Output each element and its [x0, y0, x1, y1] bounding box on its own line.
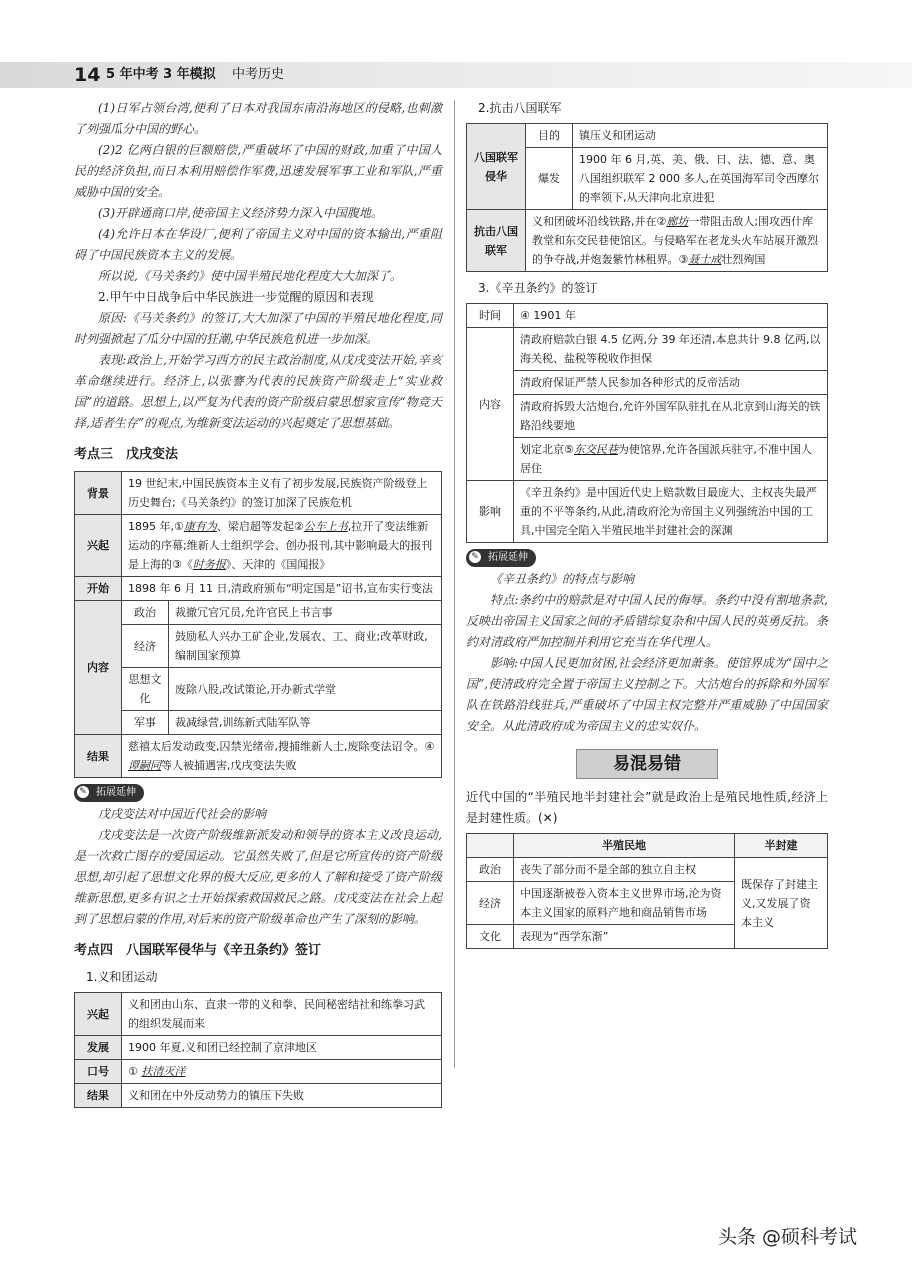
baguo-table [466, 123, 828, 272]
paragraph: 戊戌变法对中国近代社会的影响 [98, 807, 267, 821]
badge-label: 拓展延伸 [96, 787, 136, 798]
table-row [467, 371, 828, 395]
paragraph: 2.甲午中日战争后中华民族进一步觉醒的原因和表现 [98, 290, 374, 304]
cell: 《辛丑条约》是中国近代史上赔款数目最庞大、主权丧失最严重的不平等条约,从此,清政府沦为帝国主义列强统治中国的工具,中国完全陷入半殖民地半封建社会的深渊 [514, 481, 828, 543]
row-label: 背景 [75, 472, 122, 515]
table-row [75, 993, 442, 1036]
paragraph: (1)日军占领台湾,便利了日本对我国东南沿海地区的侵略,也刺激了列强瓜分中国的野心。 [74, 101, 442, 136]
table-row [467, 481, 828, 543]
text: 等人被捕遇害,戊戌变法失败 [161, 759, 297, 772]
row-label: 发展 [75, 1036, 122, 1060]
page-header [0, 62, 912, 88]
text: 划定北京⑤ [520, 443, 574, 456]
text: 为使馆界,允许各国派兵驻守,不准中国人居住 [520, 443, 812, 475]
cell [122, 735, 442, 778]
answer-blank: 谭嗣同 [128, 759, 161, 772]
semi-colonial-table [466, 833, 828, 949]
row-label: 影响 [467, 481, 514, 543]
paragraph: 表现:政治上,开始学习西方的民主政治制度,从戊戌变法开始,辛亥革命继续进行。经济上,以张謇为代表的民族资产阶级走上“实业救国”的道路。思想上,以严复为代表的资产阶级启蒙思想家宣传“物竞天择,适者生存”的观点,为维新变法运动的兴起奠定了思想基础。 [74, 353, 442, 430]
cell: 1900 年 6 月,英、美、俄、日、法、德、意、奥八国组织联军 2 000 多人,在英国海军司令西摩尔的率领下,从天津向北京进犯 [573, 148, 828, 210]
paragraph: 所以说,《马关条约》使中国半殖民地化程度大大加深了。 [98, 269, 402, 283]
answer-blank: 公车上书 [303, 520, 348, 533]
sub-label: 目的 [526, 124, 573, 148]
sub-label: 军事 [122, 711, 169, 735]
table-row [75, 601, 442, 625]
badge-label: 拓展延伸 [488, 552, 528, 563]
cell: 义和团由山东、直隶一带的义和拳、民间秘密结社和练拳习武的组织发展而来 [122, 993, 442, 1036]
cell: ④ 1901 年 [514, 304, 828, 328]
table-row [467, 124, 828, 148]
header-cell: 半殖民地 [514, 834, 735, 858]
easy-confuse-banner: 易混易错 [576, 749, 718, 779]
text: ,拉开了变法维新运动的序幕;维新人士组织学会、创办报刊,其中影响最大的报刊是上海的③《 [128, 520, 433, 571]
table-row [75, 472, 442, 515]
statement: 近代中国的“半殖民地半封建社会”就是政治上是殖民地性质,经济上是封建性质。(✕) [466, 790, 828, 825]
table-row [467, 438, 828, 481]
paragraph: 特点:条约中的赔款是对中国人民的侮辱。条约中没有割地条款,反映出帝国主义国家之间的矛盾错综复杂和中国人民的英勇反抗。条约对清政府严加控制并利用它充当在华代理人。 [466, 593, 828, 649]
cell: 义和团在中外反动势力的镇压下失败 [122, 1084, 442, 1108]
paragraph: (3)开辟通商口岸,使帝国主义经济势力深入中国腹地。 [98, 206, 383, 220]
text: 慈禧太后发动政变,囚禁光绪帝,搜捕维新人士,废除变法诏令。④ [128, 740, 435, 753]
table-row [75, 735, 442, 778]
cell: 裁减绿营,训练新式陆军队等 [169, 711, 442, 735]
column-divider [454, 100, 455, 1068]
cell: 表现为“西学东渐” [514, 925, 735, 949]
text: 1895 年,① [128, 520, 184, 533]
cell: 清政府拆毁大沽炮台,允许外国军队驻扎在从北京到山海关的铁路沿线要地 [514, 395, 828, 438]
xinchou-table [466, 303, 828, 543]
extension-badge [74, 784, 144, 802]
right-column [466, 98, 828, 949]
table-row [75, 668, 442, 711]
table-row [75, 1084, 442, 1108]
cell [514, 438, 828, 481]
text: 壮烈殉国 [721, 253, 766, 266]
paragraph: 戊戌变法是一次资产阶级维新派发动和领导的资本主义改良运动,是一次救亡图存的爱国运动。它虽然失败了,但是它所宣传的资产阶级思想,却引起了思想文化界的极大反应,更多的人了解和接受了资产阶级维新思想,更多有识之士开始探索救国救民之路。戊戌变法在社会上起到了思想启蒙的作用,对后来的资产阶级革命也产生了深刻的影响。 [74, 828, 442, 926]
cell: 中国逐渐被卷入资本主义世界市场,沦为资本主义国家的原料产地和商品销售市场 [514, 882, 735, 925]
extension-badge [466, 549, 536, 567]
sub-label: 经济 [122, 625, 169, 668]
row-label: 内容 [467, 328, 514, 481]
table-row [75, 577, 442, 601]
table-header-row [467, 834, 828, 858]
text: 一带阻击敌人;围攻西什库教堂和东交民巷使馆区。与侵略军在老龙头火车站展开激烈的争夺战,并炮轰紫竹林租界。③ [532, 215, 818, 266]
sub-title: 3.《辛丑条约》的签订 [478, 281, 598, 295]
table-row [467, 858, 828, 882]
row-label: 开始 [75, 577, 122, 601]
cell: 裁撤冗官冗员,允许官民上书言事 [169, 601, 442, 625]
table-row [467, 395, 828, 438]
sub-label: 爆发 [526, 148, 573, 210]
sub-title: 1.义和团运动 [86, 970, 158, 984]
book-title: 5 年中考 3 年模拟 [106, 67, 216, 82]
cell: 1900 年夏,义和团已经控制了京津地区 [122, 1036, 442, 1060]
table-row [467, 328, 828, 371]
cell: 既保存了封建主义,又发展了资本主义 [735, 858, 828, 949]
row-label: 文化 [467, 925, 514, 949]
row-label: 抗击八国联军 [467, 210, 526, 272]
sub-title: 2.抗击八国联军 [478, 101, 562, 115]
header-cell: 半封建 [735, 834, 828, 858]
left-column [74, 98, 442, 1108]
answer-blank: 康有为 [183, 520, 217, 533]
cell: 1898 年 6 月 11 日,清政府颁布“明定国是”诏书,宣布实行变法 [122, 577, 442, 601]
wuxu-table [74, 471, 442, 778]
cell: 废除八股,改试策论,开办新式学堂 [169, 668, 442, 711]
paragraph: (2)2 亿两白银的巨额赔偿,严重破坏了中国的财政,加重了中国人民的经济负担,而日本利用赔偿作军费,迅速发展军事工业和军队,严重威胁中国的安全。 [74, 143, 442, 199]
subject-title: 中考历史 [232, 67, 285, 82]
table-row [467, 210, 828, 272]
sub-label: 思想文化 [122, 668, 169, 711]
row-label: 内容 [75, 601, 122, 735]
answer-blank: 东交民巷 [573, 443, 618, 456]
row-label: 经济 [467, 882, 514, 925]
row-label: 政治 [467, 858, 514, 882]
cell [122, 515, 442, 577]
table-row [75, 711, 442, 735]
cell: 清政府保证严禁人民参加各种形式的反帝活动 [514, 371, 828, 395]
table-row [75, 625, 442, 668]
row-label: 结果 [75, 1084, 122, 1108]
row-label: 兴起 [75, 515, 122, 577]
paragraph: 《辛丑条约》的特点与影响 [490, 572, 635, 586]
text: 》、天津的《国闻报》 [225, 558, 331, 571]
text: ① [128, 1065, 138, 1078]
row-label: 结果 [75, 735, 122, 778]
paragraph: (4)允许日本在华设厂,便利了帝国主义对中国的资本输出,严重阻碍了中国民族资本主义的发展。 [74, 227, 442, 262]
answer-blank: 时务报 [192, 558, 226, 571]
table-row [467, 304, 828, 328]
section-title: 考点四 八国联军侵华与《辛丑条约》签订 [74, 943, 322, 958]
row-label: 八国联军侵华 [467, 124, 526, 210]
lightbulb-icon: ✎ [77, 786, 89, 798]
cell: 镇压义和团运动 [573, 124, 828, 148]
answer-blank: 扶清灭洋 [141, 1065, 186, 1078]
answer-blank: 廊坊 [666, 215, 689, 228]
yihetuan-table [74, 992, 442, 1108]
paragraph: 影响:中国人民更加贫困,社会经济更加萧条。使馆界成为“国中之国”,使清政府完全置于帝国主义控制之下。大沽炮台的拆除和外国军队在铁路沿线驻兵,严重破坏了中国主权完整并严重威胁了中国国家安全。从此清政府成为帝国主义的忠实奴仆。 [466, 656, 828, 733]
answer-blank: 聂士成 [688, 253, 722, 266]
watermark: 头条 @硕科考试 [718, 1226, 858, 1248]
paragraph: 原因:《马关条约》的签订,大大加深了中国的半殖民地化程度,同时列强掀起了瓜分中国的狂潮,中华民族危机进一步加深。 [74, 311, 442, 346]
lightbulb-icon: ✎ [469, 551, 481, 563]
cell: 鼓励私人兴办工矿企业,发展农、工、商业;改革财政,编制国家预算 [169, 625, 442, 668]
row-label: 兴起 [75, 993, 122, 1036]
cell: 清政府赔款白银 4.5 亿两,分 39 年还清,本息共计 9.8 亿两,以海关税、盐税等税收作担保 [514, 328, 828, 371]
section-title: 考点三 戊戌变法 [74, 447, 179, 462]
cell [122, 1060, 442, 1084]
sub-label: 政治 [122, 601, 169, 625]
table-row [75, 1060, 442, 1084]
row-label: 时间 [467, 304, 514, 328]
text: 、梁启超等发起② [216, 520, 304, 533]
cell: 19 世纪末,中国民族资本主义有了初步发展,民族资产阶级登上历史舞台;《马关条约》的签订加深了民族危机 [122, 472, 442, 515]
text: 义和团破坏沿线铁路,并在② [532, 215, 667, 228]
row-label: 口号 [75, 1060, 122, 1084]
table-row [75, 515, 442, 577]
cell: 丧失了部分而不是全部的独立自主权 [514, 858, 735, 882]
header-cell [467, 834, 514, 858]
page-number: 14 [74, 64, 101, 86]
cell [526, 210, 828, 272]
table-row [75, 1036, 442, 1060]
